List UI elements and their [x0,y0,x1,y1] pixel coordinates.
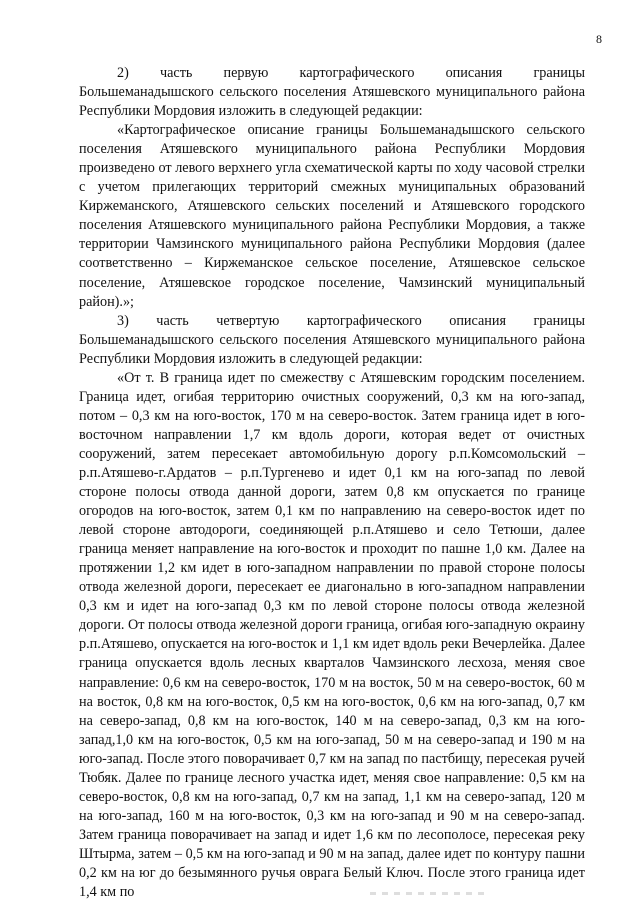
scan-artifact [370,892,490,895]
paragraph-quote-part-one: «Картографическое описание границы Большеманадышского сельского поселения Атяшевского муниципального района Республики Мордовия произведено от левого верхнего угла схематической карты по ходу часовой стрелки с учетом прилегающих территорий смежных муниципальных образований Киржеманского, Атяшевского сельских поселений и Атяшевского городского поселения Атяшевского муниципального района Республики Мордовия, а также территории Чамзинского муниципального района Республики Мордовия (далее соответственно – Киржеманское сельское поселение, Атяшевское сельское поселение, Атяшевское городское поселение, Чамзинский муниципальный район).»; [79,122,585,310]
document-body [79,64,585,902]
page-number: 8 [596,32,602,46]
paragraph-item-2: 2) часть первую картографического описания границы Большеманадышского сельского поселения Атяшевского муниципального района Республики Мордовия изложить в следующей редакции: [79,65,585,120]
paragraph-quote-part-four: «От т. В граница идет по смежеству с Атяшевским городским поселением. Граница идет, огибая территорию очистных сооружений, 0,3 км на юго-запад, потом – 0,3 км на юго-восток, 170 м на северо-восток. Затем граница идет в юго-восточном направлении 1,7 км вдоль дороги, которая ведет от очистных сооружений, затем пересекает автомобильную дорогу р.п.Комсомольский – р.п.Атяшево-г.Ардатов – р.п.Тургенево и идет 0,1 км на юго-запад по левой стороне полосы отвода данной дороги, затем 0,8 км опускается по границе огородов на юго-восток, затем 0,1 км по направлению на северо-восток идет по левой стороне автодороги, соединяющей р.п.Атяшево и село Тетюши, далее граница меняет направление на юго-восток и проходит по пашне 1,0 км. Далее на протяжении 1,2 км идет в юго-западном направлении по правой стороне полосы отвода железной дороги, пересекает ее диагонально в юго-западном направлении 0,3 км и идет на юго-запад 0,3 км по левой стороне полосы отвода железной дороги. От полосы отвода железной дороги граница, огибая юго-западную окраину р.п.Атяшево, опускается на юго-восток и 1,1 км идет вдоль реки Вечерлейка. Далее граница опускается вдоль лесных кварталов Чамзинского лесхоза, меняя свое направление: 0,6 км на северо-восток, 170 м на восток, 50 м на северо-восток, 60 м на восток, 0,8 км на юго-восток, 0,5 км на юго-восток, 0,6 км на юго-запад, 0,7 км на северо-запад, 0,8 км на юго-восток, 140 м на северо-запад, 0,3 км на юго-запад,1,0 км на юго-восток, 0,5 км на юго-запад, 50 м на северо-запад и 190 м на юго-запад. После этого поворачивает 0,7 км на запад по пастбищу, пересекая ручей Тюбяк. Далее по границе лесного участка идет, меняя свое направление: 0,5 км на северо-восток, 0,8 км на юго-запад, 0,7 км на запад, 1,1 км на северо-запад, 120 м на юго-запад, 160 м на юго-восток, 0,3 км на юго-запад и 90 м на северо-запад. Затем граница поворачивает на запад и идет 1,6 км по лесополосе, пересекая реку Штырма, затем – 0,5 км на юго-запад и 90 м на запад, далее идет по контуру пашни 0,2 км на юг до безымянного ручья оврага Белый Ключ. После этого граница идет 1,4 км по [79,369,585,901]
paragraph-item-3: 3) часть четвертую картографического описания границы Большеманадышского сельского поселения Атяшевского муниципального района Республики Мордовия изложить в следующей редакции: [79,312,585,367]
